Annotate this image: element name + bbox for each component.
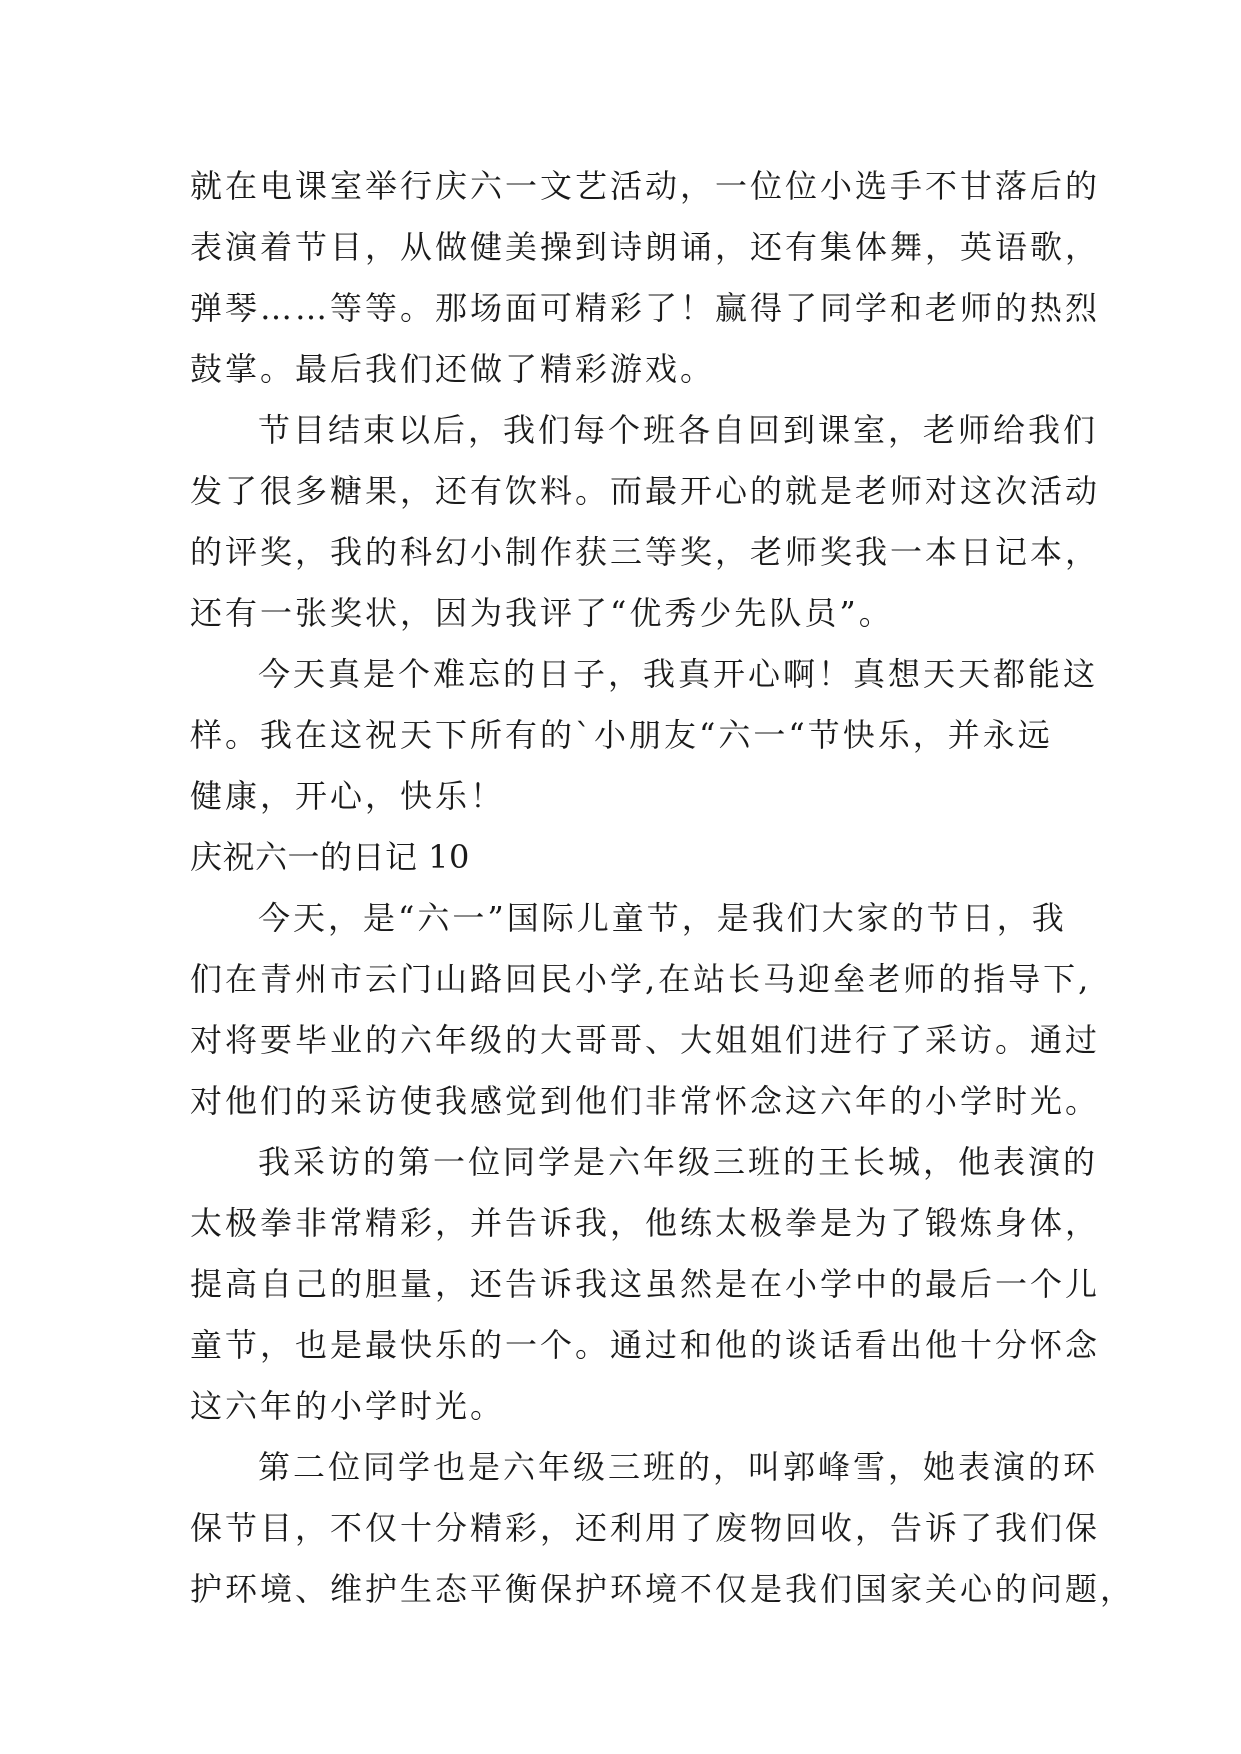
paragraph bbox=[190, 644, 1099, 827]
text-line: 节目结束以后，我们每个班各自回到课室，老师给我们 bbox=[258, 411, 1099, 449]
text-line: 今天真是个难忘的日子，我真开心啊！真想天天都能这 bbox=[258, 655, 1099, 693]
text-line: 样。我在这祝天下所有的`小朋友“六一“节快乐，并永远 bbox=[190, 716, 1053, 754]
text-line: 保节目，不仅十分精彩，还利用了废物回收，告诉了我们保 bbox=[190, 1509, 1101, 1547]
text-line: 就在电课室举行庆六一文艺活动，一位位小选手不甘落后的 bbox=[190, 167, 1101, 205]
text-line: 还有一张奖状，因为我评了“优秀少先队员”。 bbox=[190, 594, 894, 632]
paragraph bbox=[190, 888, 1101, 1132]
text-line: 这六年的小学时光。 bbox=[190, 1387, 506, 1425]
document-body bbox=[190, 156, 1136, 1620]
paragraph-continuation bbox=[190, 156, 1101, 400]
text-line: 我采访的第一位同学是六年级三班的王长城，他表演的 bbox=[258, 1143, 1099, 1181]
text-line: 表演着节目，从做健美操到诗朗诵，还有集体舞，英语歌， bbox=[190, 228, 1101, 266]
text-line: 发了很多糖果，还有饮料。而最开心的就是老师对这次活动 bbox=[190, 472, 1101, 510]
text-line: 鼓掌。最后我们还做了精彩游戏。 bbox=[190, 350, 716, 388]
text-line: 健康，开心，快乐！ bbox=[190, 777, 506, 815]
text-line: 们在青州市云门山路回民小学,在站长马迎垒老师的指导下, bbox=[190, 960, 1092, 998]
section-title-text: 庆祝六一的日记 10 bbox=[190, 838, 470, 876]
paragraph bbox=[190, 1437, 1136, 1620]
text-line: 的评奖，我的科幻小制作获三等奖，老师奖我一本日记本， bbox=[190, 533, 1101, 571]
paragraph bbox=[190, 1132, 1101, 1437]
paragraph bbox=[190, 400, 1101, 644]
section-title bbox=[190, 827, 1070, 888]
text-line: 护环境、维护生态平衡保护环境不仅是我们国家关心的问题， bbox=[190, 1570, 1136, 1608]
text-line: 今天，是“六一”国际儿童节，是我们大家的节日，我 bbox=[258, 899, 1067, 937]
text-line: 太极拳非常精彩，并告诉我，他练太极拳是为了锻炼身体， bbox=[190, 1204, 1101, 1242]
text-line: 提高自己的胆量，还告诉我这虽然是在小学中的最后一个儿 bbox=[190, 1265, 1101, 1303]
text-line: 对他们的采访使我感觉到他们非常怀念这六年的小学时光。 bbox=[190, 1082, 1101, 1120]
text-line: 对将要毕业的六年级的大哥哥、大姐姐们进行了采访。通过 bbox=[190, 1021, 1101, 1059]
text-line: 第二位同学也是六年级三班的，叫郭峰雪，她表演的环 bbox=[258, 1448, 1099, 1486]
text-line: 童节，也是最快乐的一个。通过和他的谈话看出他十分怀念 bbox=[190, 1326, 1101, 1364]
text-line: 弹琴……等等。那场面可精彩了！赢得了同学和老师的热烈 bbox=[190, 289, 1101, 327]
